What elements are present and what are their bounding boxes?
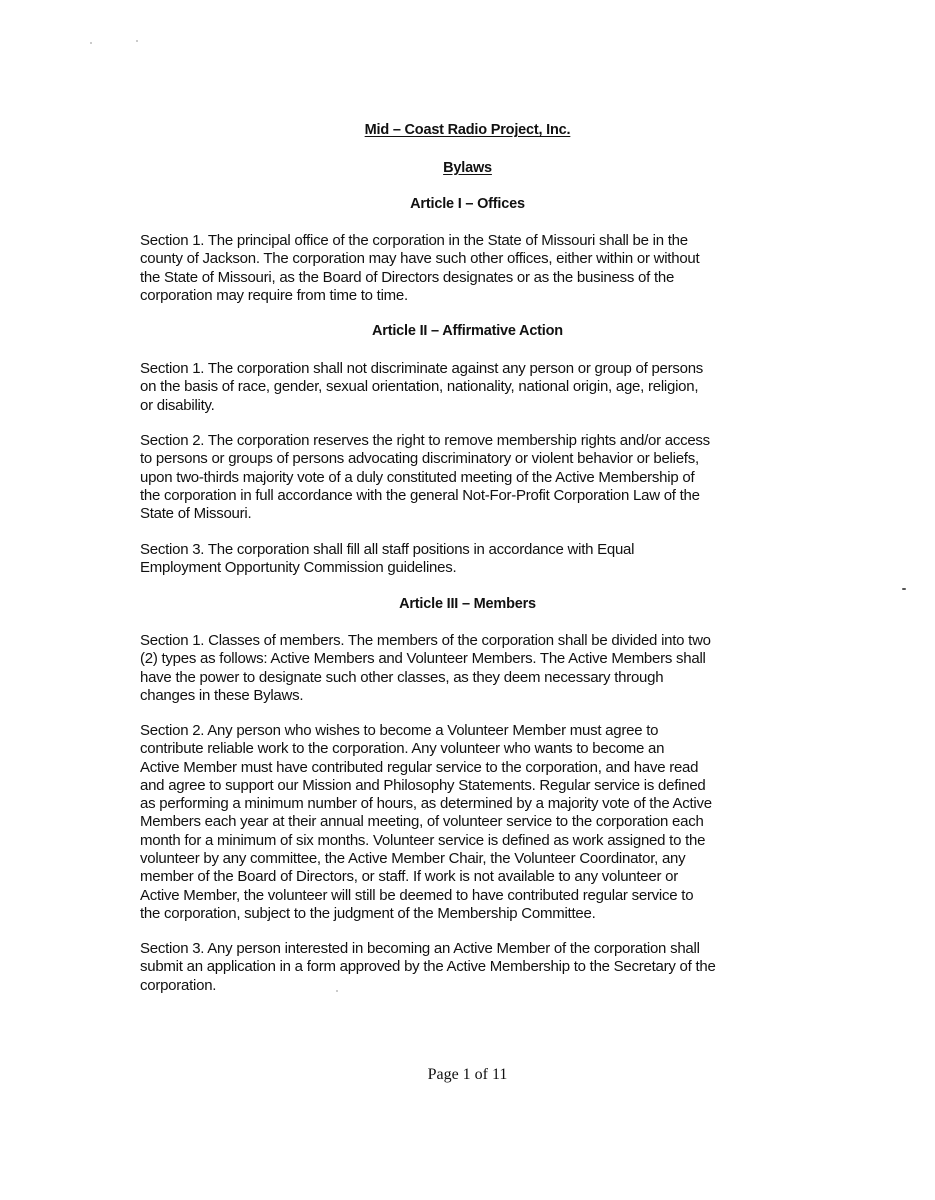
article-3-heading: Article III – Members (399, 596, 536, 612)
scan-speck (336, 990, 338, 992)
text-line: corporation. (140, 976, 217, 994)
text-line: Section 1. The corporation shall not discriminate against any person or group of persons (140, 360, 704, 377)
text-line: Active Member must have contributed regular service to the corporation, and have read (140, 758, 699, 776)
document-title-text: Bylaws (443, 160, 492, 176)
text-line: county of Jackson. The corporation may have such other offices, either within or without (140, 250, 700, 268)
document-title (0, 160, 935, 176)
text-line: Section 2. Any person who wishes to become a Volunteer Member must agree to (140, 722, 659, 739)
text-line: have the power to designate such other classes, as they deem necessary through (140, 668, 664, 686)
text-line: or disability. (140, 396, 215, 414)
text-line: as performing a minimum number of hours, as determined by a majority vote of the Active (140, 795, 712, 813)
article-2-heading: Article II – Affirmative Action (372, 323, 563, 339)
text-line: changes in these Bylaws. (140, 686, 304, 704)
text-line: Section 3. The corporation shall fill all staff positions in accordance with Equal (140, 541, 635, 558)
text-line: the corporation in full accordance with the general Not-For-Profit Corporation Law of the (140, 486, 700, 504)
organization-title-text: Mid – Coast Radio Project, Inc. (364, 122, 571, 138)
text-line: State of Missouri. (140, 505, 252, 523)
text-line: the State of Missouri, as the Board of Directors designates or as the business of the (140, 268, 675, 286)
article-2-section-2 (140, 432, 800, 523)
article-2-section-1 (140, 360, 800, 415)
text-line: Section 3. Any person interested in becoming an Active Member of the corporation shall (140, 940, 700, 957)
article-3-section-3 (140, 940, 800, 995)
text-line: Section 2. The corporation reserves the right to remove membership rights and/or access (140, 432, 710, 449)
text-line: to persons or groups of persons advocating discriminatory or violent behavior or beliefs, (140, 450, 699, 468)
scan-speck (90, 42, 92, 44)
scan-speck (902, 588, 906, 590)
text-line: Section 1. The principal office of the corporation in the State of Missouri shall be in the (140, 232, 688, 249)
text-line: the corporation, subject to the judgment of the Membership Committee. (140, 904, 596, 922)
article-1-heading: Article I – Offices (410, 196, 525, 212)
text-line: submit an application in a form approved by the Active Membership to the Secretary of the (140, 958, 716, 976)
text-line: Employment Opportunity Commission guidelines. (140, 559, 457, 577)
text-line: member of the Board of Directors, or staff. If work is not available to any volunteer or (140, 868, 678, 886)
article-2-section-3 (140, 541, 800, 578)
organization-title (0, 122, 935, 138)
page-number: Page 1 of 11 (427, 1066, 508, 1083)
text-line: and agree to support our Mission and Philosophy Statements. Regular service is defined (140, 776, 706, 794)
text-line: on the basis of race, gender, sexual orientation, nationality, national origin, age, religion, (140, 378, 699, 396)
article-3-section-1 (140, 632, 800, 705)
text-line: month for a minimum of six months. Volunteer service is defined as work assigned to the (140, 831, 706, 849)
text-line: upon two-thirds majority vote of a duly constituted meeting of the Active Membership of (140, 468, 695, 486)
scan-speck (136, 40, 138, 42)
text-line: Active Member, the volunteer will still be deemed to have contributed regular service to (140, 886, 694, 904)
article-3-section-2 (140, 722, 800, 923)
text-line: corporation may require from time to time. (140, 286, 408, 304)
text-line: (2) types as follows: Active Members and Volunteer Members. The Active Members shall (140, 650, 706, 668)
text-line: volunteer by any committee, the Active Member Chair, the Volunteer Coordinator, any (140, 850, 686, 868)
text-line: contribute reliable work to the corporation. Any volunteer who wants to become an (140, 740, 665, 758)
text-line: Section 1. Classes of members. The members of the corporation shall be divided into two (140, 632, 711, 649)
article-1-section-1 (140, 232, 800, 305)
text-line: Members each year at their annual meeting, of volunteer service to the corporation each (140, 813, 704, 831)
